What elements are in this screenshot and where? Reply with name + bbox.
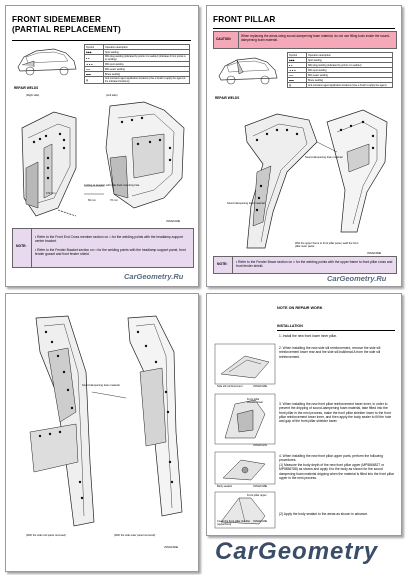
caption-right: (With the side outer panel removed) <box>114 534 156 537</box>
note-box <box>213 256 397 274</box>
foam-label: Sound dampening foam material <box>305 156 343 159</box>
note-divider <box>232 257 233 273</box>
caution-text: When replacing the areas using sound-dampening foam material, do not use filling tools inside the sound-dampening foam material. <box>241 34 391 43</box>
weld-legend-table <box>84 44 190 84</box>
figure-number: JSNA0434E <box>164 546 179 549</box>
view-label-right: (Right side) <box>26 94 40 97</box>
figure-label: Front pillar shielder lower <box>247 398 264 404</box>
step-4: 4. When installing the new front pillar upper parts, perform the following procedures. <box>279 454 383 463</box>
vehicle-outline-figure <box>14 43 80 79</box>
legend-row: MIG spot welding <box>307 68 393 73</box>
page-title: NOTE ON REPAIR WORK <box>277 306 323 310</box>
front-pillar-welds-figure <box>217 102 397 252</box>
watermark-large: CarGeometry <box>215 538 379 565</box>
section-label: REPAIR WELDS <box>215 96 240 100</box>
view-label-left: (Left side) <box>106 94 118 97</box>
figure-label: Cover the front pillar shielder (upper/front) <box>217 520 251 526</box>
figure-number: JSNA0413E <box>166 220 181 223</box>
caution-label: CAUTION <box>216 37 231 41</box>
page-front-sidemember <box>5 5 199 287</box>
note-divider <box>31 229 32 267</box>
page-pillar-welds <box>5 293 199 572</box>
legend-row: Anti-corrosion agent application locations (Use a brush to apply the agent at the indicated locations) <box>104 77 190 84</box>
legend-symbol: ▲▲▲ <box>85 62 104 67</box>
legend-symbol: ● ● <box>85 55 104 62</box>
dimension-label: 70 mm <box>110 199 118 202</box>
legend-row: MIG plug welding (indicated by points 1 to wellder) (Indicates 8 mm points is to welding) <box>104 55 190 62</box>
note-label: NOTE: <box>217 262 228 266</box>
step-1: 1. Install the new front lower inner pillar. <box>279 334 337 338</box>
weld-legend-table <box>287 52 393 88</box>
body-sealant-figure <box>215 452 275 484</box>
title-rule <box>213 28 395 29</box>
figure-number: JSNA0430E <box>367 252 382 255</box>
legend-row: MIG seam welding <box>104 67 190 72</box>
legend-symbol: ◆◆◆ <box>288 58 307 63</box>
legend-symbol: ◆◆◆ <box>85 50 104 55</box>
legend-symbol: ▬▬ <box>288 78 307 83</box>
note-text: Refer to the Fender Brace section on □ for the welding points with the upper frame to front pillar cross and front fender shield. <box>236 260 393 269</box>
legend-row: MIG seam welding <box>307 73 393 78</box>
legend-row: MIG spot welding <box>104 62 190 67</box>
cut-label: Cutting at (angles) with side hook mounting hole <box>84 184 140 187</box>
figure-label: Front pillar upper <box>247 494 267 497</box>
legend-header-desc: Operation description <box>307 53 393 58</box>
step-3: 3. When installing the new front pillar reinforcement lower inner, in order to prevent the dripping of sound-dampening foam material, take fitted into the front pillar in the next process, make the front pillar shielder lower to the front pillar reinforcement lower inner, and then apply the body sealer to fill the hole and gap of the front pillar shielder lower. <box>279 402 392 424</box>
legend-header-symbol: Symbol <box>85 45 104 50</box>
page-title: FRONT SIDEMEMBER (PARTIAL REPLACEMENT) <box>12 15 121 34</box>
legend-row: Brace welding <box>307 78 393 83</box>
pillar-welds-figure <box>16 312 191 552</box>
legend-symbol: ▨ <box>288 83 307 88</box>
foam-label: Sound dampening foam material <box>227 202 265 205</box>
figure-label: Side sill reinforcement <box>217 385 243 388</box>
figure-number: JSNA0417E <box>253 444 268 447</box>
legend-row: Spot welding <box>104 50 190 55</box>
section-label: REPAIR WELDS <box>14 86 39 90</box>
legend-symbol: ▨ <box>85 77 104 84</box>
note-text: Refer to the Fender Bracket section on □ for the welding points with the headlamp support panel, front fender gusset and front fender shield. <box>35 248 186 257</box>
note-item: • Refer to the Front End Cross member section on □ for the welding points with the headlamp-support center bracket. <box>35 235 183 244</box>
figure-number: JSNA0418E <box>253 485 268 488</box>
note-label: NOTE: <box>16 244 27 248</box>
dimension-label: 60 mm <box>88 199 96 202</box>
section-rule <box>277 330 395 331</box>
title-rule <box>12 40 191 41</box>
step-2: 2. When installing the new side sill reinforcement, remove the side sill reinforcement lower rear and the side sill bulkhead A from the side sill reinforcement. <box>279 346 381 359</box>
section-heading: INSTALLATION <box>277 324 303 328</box>
legend-row: Spot welding <box>307 58 393 63</box>
note-item: • Refer to the Fender Bracket section on □ for the welding points with the headlamp support panel, front fender gusset and front fender shield. <box>35 248 186 257</box>
page-front-pillar <box>206 5 402 287</box>
figure-number: JSNA0416E <box>253 385 268 388</box>
repair-welds-figure <box>14 98 192 226</box>
legend-row: Brace welding <box>104 72 190 77</box>
legend-symbol: ━━━ <box>85 67 104 72</box>
legend-symbol: ● ● <box>288 63 307 68</box>
legend-header-desc: Operation description <box>104 45 190 50</box>
caption-left: (With the side roof panel removed) <box>26 534 66 537</box>
legend-symbol: ▲▲▲ <box>288 68 307 73</box>
legend-symbol: ▬▬ <box>85 72 104 77</box>
caution-divider <box>238 32 239 48</box>
note-box <box>12 228 194 268</box>
legend-row: Anti-corrosion agent application locations (Use a brush to apply the agent) <box>307 83 393 88</box>
page-title: FRONT PILLAR <box>213 15 276 24</box>
side-sill-figure <box>215 344 275 384</box>
figure-label: Body sealant <box>217 485 232 488</box>
dimension-label: 470 mm <box>46 192 56 195</box>
legend-row: MIG plug welding (indicated by points 1 to wellder) <box>307 63 393 68</box>
legend-symbol: ━━━ <box>288 73 307 78</box>
foam-label: Sound dampening foam material <box>82 384 120 387</box>
watermark: CarGeometry.Ru <box>327 274 387 283</box>
caution-box <box>213 31 397 49</box>
note-item: • Refer to the Fender Brace section on □ for the welding points with the upper frame to front pillar cross and front fender shield. <box>236 260 393 269</box>
watermark: CarGeometry.Ru <box>124 272 184 281</box>
legend-header-symbol: Symbol <box>288 53 307 58</box>
step-4-1: (1) Measure the body depth of the new front pillar upper (MP5866527 or MP5856788) as shown and apply it to the body as shown for the sound dampening foam material dripping when the material is filled into the front pillar upper in the next process. <box>279 463 394 480</box>
page-repair-notes <box>206 293 402 536</box>
step-4-2: (2) Apply the body sealant to the areas as shown in advance. <box>279 512 369 516</box>
figure-number: JSNA0419E <box>253 520 268 523</box>
vehicle-outline-figure <box>215 52 281 88</box>
note-text: Refer to the Front End Cross member section on □ for the welding points with the headlamp-support center bracket. <box>35 235 183 244</box>
weld-note-label: With the upper frame to front pillar panel, weld the front pillar outer panel. <box>295 242 359 248</box>
